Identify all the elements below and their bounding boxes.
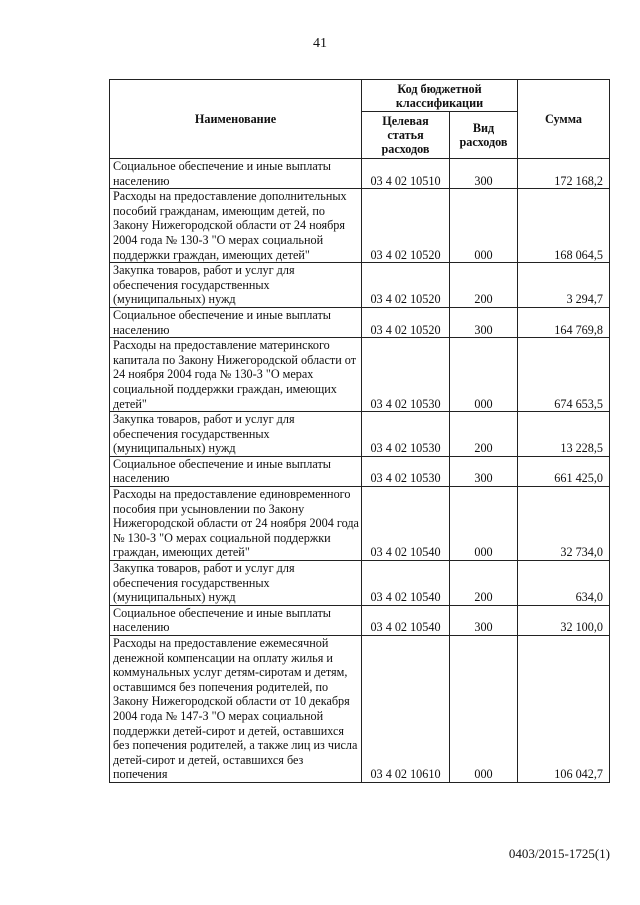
table-row	[110, 487, 610, 561]
budget-table	[109, 79, 610, 783]
row-code: 03 4 02 10540	[362, 487, 450, 561]
row-name: Расходы на предоставление единовременного пособия при усыновлении по Закону Нижегородской области от 24 ноября 2004 года № 130-З "О мерах социальной поддержки граждан, имеющих детей"	[110, 487, 362, 561]
row-name: Расходы на предоставление дополнительных пособий гражданам, имеющим детей, по Закону Нижегородской области от 24 ноября 2004 года № 130-З "О мерах социальной поддержки граждан, имеющих детей"	[110, 189, 362, 263]
header-target-article: Целевая статья расходов	[362, 112, 450, 159]
row-name: Социальное обеспечение и иные выплаты населению	[110, 456, 362, 486]
row-type: 200	[450, 263, 518, 308]
row-amount: 168 064,5	[518, 189, 610, 263]
row-name: Социальное обеспечение и иные выплаты населению	[110, 307, 362, 337]
table-row	[110, 561, 610, 606]
row-amount: 32 734,0	[518, 487, 610, 561]
row-amount: 32 100,0	[518, 605, 610, 635]
row-type: 300	[450, 605, 518, 635]
row-amount: 13 228,5	[518, 412, 610, 457]
row-type: 000	[450, 636, 518, 783]
table-row	[110, 189, 610, 263]
row-amount: 661 425,0	[518, 456, 610, 486]
row-amount: 164 769,8	[518, 307, 610, 337]
row-amount: 634,0	[518, 561, 610, 606]
row-code: 03 4 02 10530	[362, 338, 450, 412]
row-code: 03 4 02 10530	[362, 456, 450, 486]
row-name: Закупка товаров, работ и услуг для обеспечения государственных (муниципальных) нужд	[110, 263, 362, 308]
row-type: 200	[450, 412, 518, 457]
row-amount: 106 042,7	[518, 636, 610, 783]
header-name: Наименование	[110, 80, 362, 159]
row-name: Расходы на предоставление материнского капитала по Закону Нижегородской области от 24 ноября 2004 года № 130-З "О мерах социальной поддержки граждан, имеющих детей"	[110, 338, 362, 412]
document-code: 0403/2015-1725(1)	[508, 846, 610, 861]
row-type: 000	[450, 487, 518, 561]
table-row	[110, 338, 610, 412]
row-name: Закупка товаров, работ и услуг для обеспечения государственных (муниципальных) нужд	[110, 561, 362, 606]
row-name: Социальное обеспечение и иные выплаты населению	[110, 605, 362, 635]
row-type: 000	[450, 338, 518, 412]
row-type: 300	[450, 456, 518, 486]
table-row	[110, 263, 610, 308]
header-expense-type: Вид расходов	[450, 112, 518, 159]
row-code: 03 4 02 10510	[362, 159, 450, 189]
row-amount: 674 653,5	[518, 338, 610, 412]
row-name: Расходы на предоставление ежемесячной денежной компенсации на оплату жилья и коммунальных услуг детям-сиротам и детям, оставшимся без попечения родителей, по Закону Нижегородской области от 10 декабря 2004 года № 147-З "О мерах социальной поддержки детей-сирот и детей, оставшихся без попечения родителей, а также лиц из числа детей-сирот и детей, оставшихся без попечения	[110, 636, 362, 783]
table-row	[110, 456, 610, 486]
row-code: 03 4 02 10610	[362, 636, 450, 783]
page-number: 41	[313, 36, 327, 51]
row-code: 03 4 02 10520	[362, 189, 450, 263]
header-code-group: Код бюджетной классификации	[362, 80, 518, 112]
header-amount: Сумма	[518, 80, 610, 159]
row-type: 000	[450, 189, 518, 263]
row-type: 300	[450, 159, 518, 189]
row-code: 03 4 02 10530	[362, 412, 450, 457]
row-code: 03 4 02 10520	[362, 263, 450, 308]
table-row	[110, 412, 610, 457]
row-amount: 3 294,7	[518, 263, 610, 308]
row-code: 03 4 02 10540	[362, 605, 450, 635]
row-type: 200	[450, 561, 518, 606]
row-code: 03 4 02 10540	[362, 561, 450, 606]
table-row	[110, 605, 610, 635]
row-amount: 172 168,2	[518, 159, 610, 189]
table-row	[110, 159, 610, 189]
row-type: 300	[450, 307, 518, 337]
row-code: 03 4 02 10520	[362, 307, 450, 337]
row-name: Закупка товаров, работ и услуг для обеспечения государственных (муниципальных) нужд	[110, 412, 362, 457]
row-name: Социальное обеспечение и иные выплаты населению	[110, 159, 362, 189]
table-row	[110, 636, 610, 783]
table-row	[110, 307, 610, 337]
